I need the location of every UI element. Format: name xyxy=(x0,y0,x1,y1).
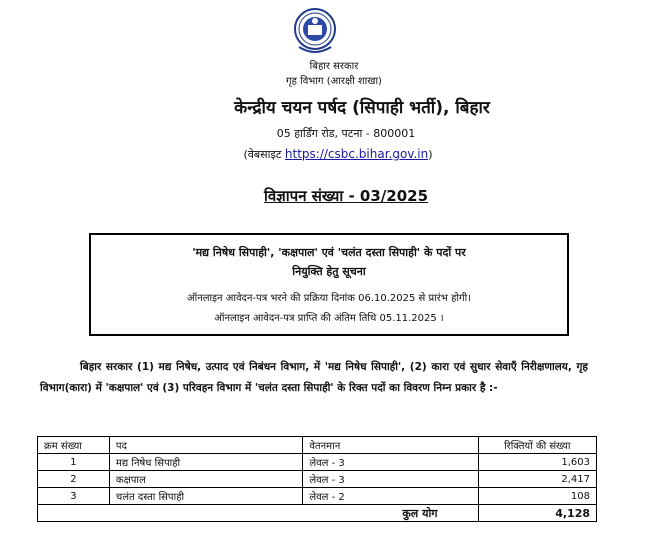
government-emblem xyxy=(293,7,337,55)
row-serial: 2 xyxy=(38,471,110,488)
row-pay-level: लेवल - 3 xyxy=(303,471,478,488)
table-row xyxy=(38,471,597,488)
row-vacancies: 1,603 xyxy=(478,454,597,471)
description-paragraph xyxy=(40,357,588,399)
row-pay-level: लेवल - 2 xyxy=(303,488,478,505)
department-name: गृह विभाग (आरक्षी शाखा) xyxy=(286,76,382,87)
table-header-row xyxy=(38,437,597,454)
vacancy-table xyxy=(37,436,597,522)
government-name: बिहार सरकार xyxy=(309,61,359,72)
notice-box xyxy=(89,233,569,336)
table-row xyxy=(38,454,597,471)
total-row xyxy=(38,505,597,522)
advertisement-title xyxy=(40,186,652,206)
website-suffix: ) xyxy=(428,148,433,161)
row-vacancies: 108 xyxy=(478,488,597,505)
row-post: चलंत दस्ता सिपाही xyxy=(109,488,302,505)
description-text: बिहार सरकार (1) मद्य निषेध, उत्पाद एवं निबंधन विभाग, में 'मद्य निषेध सिपाही', (2) कारा एवं सुधार सेवाएँ निरीक्षणालय, गृह विभाग(कारा) में 'कक्षपाल' एवं (3) परिवहन विभाग में 'चलंत दस्ता सिपाही' के रिक्त पदों का विवरण निम्न प्रकार है :- xyxy=(40,361,588,394)
website-link[interactable]: https://csbc.bihar.gov.in xyxy=(284,147,429,161)
notice-line-3: ऑनलाइन आवेदन-पत्र भरने की प्रक्रिया दिनांक 06.10.2025 से प्रारंभ होगी। xyxy=(186,293,471,304)
row-pay-level: लेवल - 3 xyxy=(303,454,478,471)
header-pay-level: वेतनमान xyxy=(303,437,478,454)
advertisement-number: विज्ञापन संख्या - 03/2025 xyxy=(263,187,429,205)
notice-line-4: ऑनलाइन आवेदन-पत्र प्राप्ति की अंतिम तिथि 05.11.2025 । xyxy=(214,313,444,324)
website-line xyxy=(32,147,644,162)
total-value: 4,128 xyxy=(478,505,597,522)
website-prefix: (वेबसाइट xyxy=(243,148,282,161)
header-serial: क्रम संख्या xyxy=(38,437,110,454)
address: 05 हार्डिंग रोड, पटना - 800001 xyxy=(276,127,416,140)
notice-line-2: नियुक्ति हेतु सूचना xyxy=(292,265,366,278)
total-label: कुल योग xyxy=(38,505,479,522)
row-serial: 1 xyxy=(38,454,110,471)
organization-title: केन्द्रीय चयन पर्षद (सिपाही भर्ती), बिहार xyxy=(234,98,490,118)
header-vacancies: रिक्तियों की संख्या xyxy=(478,437,597,454)
row-post: कक्षपाल xyxy=(109,471,302,488)
notice-line-1: 'मद्य निषेध सिपाही', 'कक्षपाल' एवं 'चलंत दस्ता सिपाही' के पदों पर xyxy=(192,246,466,259)
row-serial: 3 xyxy=(38,488,110,505)
row-vacancies: 2,417 xyxy=(478,471,597,488)
header-post: पद xyxy=(109,437,302,454)
table-row xyxy=(38,488,597,505)
row-post: मद्य निषेध सिपाही xyxy=(109,454,302,471)
